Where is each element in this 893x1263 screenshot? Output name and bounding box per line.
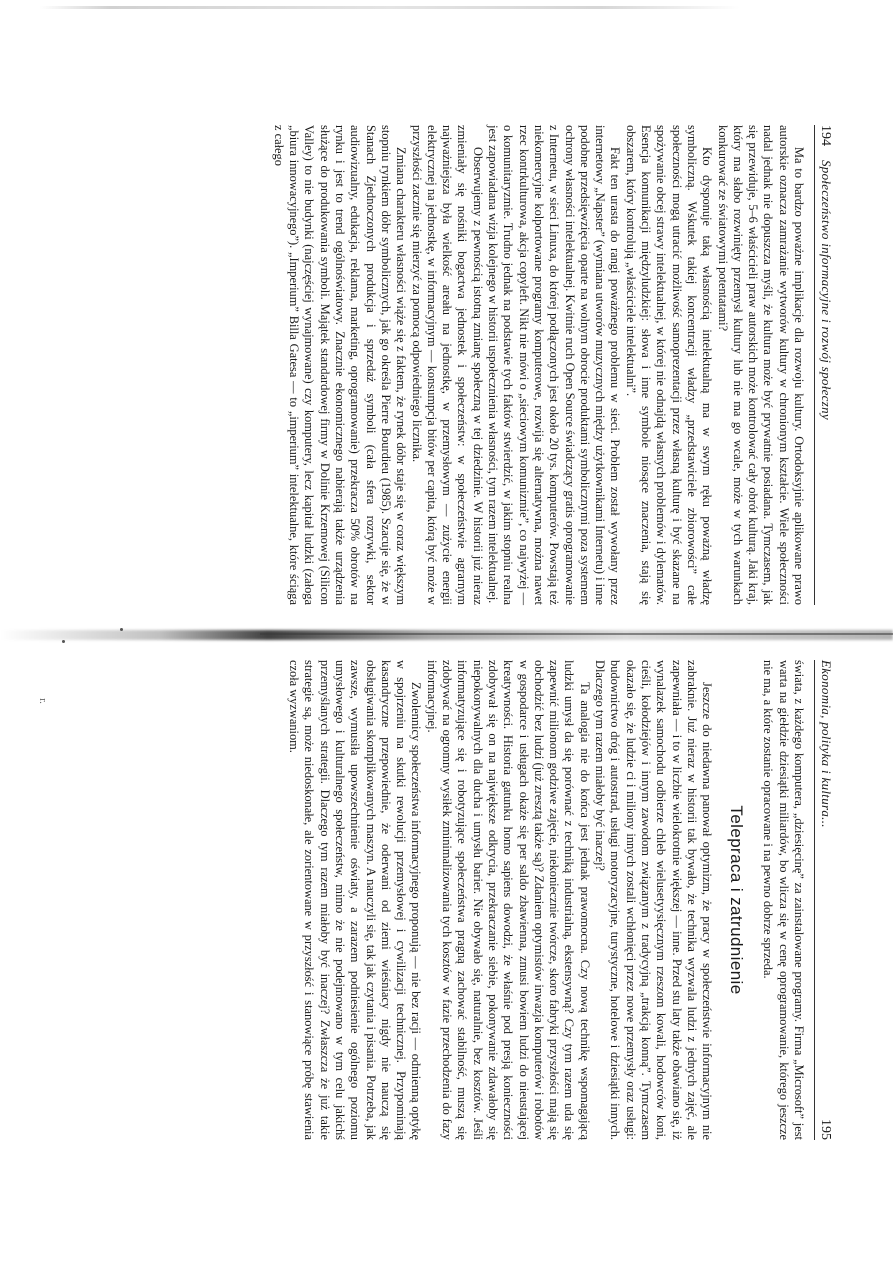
paragraph: Ma to bardzo poważne implikacje dla rozwoju kultury. Ortodoksyjnie aplikowane prawo autorskie oznacza zamrażanie wytworów kultury w chronionym kształcie. Wiele społeczności nadal jednak nie dopuszcza myśli, że kultura może być prywatnie posiadana. Tymczasem, jak się przewiduje, 5–6 właścicieli praw autorskich może kontrolować cały obrót kulturą. Jaki kraj, który ma słabo rozwinięty przemysł kultury lub nie ma go wcale, może w tych warunkach konkurować ze światowymi potentatami? (715, 125, 806, 605)
section-heading: Telepraca i zatrudnienie (727, 805, 747, 995)
book-gutter-line (260, 633, 893, 635)
paragraph: Ta analogia nie do końca jest jednak prawomocna. Czy nową technikę wspomagającą ludzki umysł da się porównać z techniką industrialną, ekstensywną? Czy tym razem uda się zapewnić milionom godziwe zajęcie, niekoniecznie twórcze, skoro fabryki przyszłości mają się obchodzić bez ludzi (już zresztą także są)? Zdaniem optymistów inwazja komputerów i robotów w gospodarce i usługach okaże się per saldo zbawienna, zmusi bowiem ludzi do nieustającej kreatywności. Historia gatunku homo sapiens dowodzi, że właśnie pod presją konieczności zdobywał się on na największe odkrycia, przekraczanie siebie, pokonywanie zdawałoby się niepokonywalnych dla ducha i umysłu barier. Nie obywało się, naturalnie, bez kosztów. Jeśli informatyzujące się i robotyzujące społeczeństwa pragną zachować stabilność, muszą się zdobywać na ogromny wysiłek zminimalizowania tych kosztów w fazie przechodzenia do fazy informacyjnej. (424, 660, 592, 1140)
paragraph: Zmiana charakteru własności wiąże się z faktem, że rynek dóbr staje się w coraz większym stopniu rynkiem dóbr symbolicznych, jak go określa Pierre Bourdieu (1985). Szacuje się, że w Stanach Zjednoczonych produkcja i sprzedaż symboli (cała sfera rozrywki, sektor audiowizualny, edukacja, reklama, marketing, oprogramowanie) przekracza 50% obrotów na rynku i jest to trend ogólnoświatowy. Znacznie ekonomicznego nabierają także urządzenia służące do produkowania symboli. Majątek standardowej firmy w Dolinie Krzemowej (Silicon Valley) to nie budynki (najczęściej wynajmowane) czy komputery, lecz kapitał ludzki (załoga „biura innowacyjnego”). „Imperium” Billa Gatesa — to „imperium” intelektualne, które ściąga z całego (271, 125, 409, 605)
paragraph: Zwolennicy społeczeństwa informacyjnego proponują — nie bez racji — odmienną optykę w spojrzeniu na skutki rewolucji przemysłowej i cywilizacji technicznej. Przypominają kasandryczne przepowiednie, że oderwani od ziemi wieśniacy nigdy nie nauczą się obsługiwania skomplikowanych maszyn. A nauczyli się, tak jak czytania i pisania. Potrzeba, jak zawsze, wymusiła upowszechnienie oświaty, a zarazem podniesienie ogólnego poziomu umysłowego i kulturalnego społeczeństw, mimo że nie podejmowano w tym celu jakichś przemyślanych strategii. Dlaczego tym razem miałoby być inaczej? Zwłaszcza że już takie strategie są, może niedoskonałe, ale zorientowane w przyszłość i stanowiące próbę stawienia czoła wyzwaniom. (287, 660, 424, 1140)
running-head-title-left: Społeczeństwo informacyjne i rozwój społeczny (819, 160, 834, 420)
stray-pen-mark: r. (36, 698, 49, 704)
paragraph: świata, z każdego komputera, „dziesięcinę” za zainstalowane programy. Firma „Microsoft” jest warta na giełdzie dziesiątki miliardów, bo wlicza się w cenę oprogramowanie, którego jeszcze nie ma, a które zostanie opracowane i na pewno dobrze sprzeda. (761, 660, 806, 1140)
right-book-page (14, 660, 834, 1140)
paragraph: Kto dysponuje taką własnością intelektualną ma w swym ręku poważną władzę symboliczną. Wskutek takiej koncentracji władzy „przedstawiciele zbiorowości” całe społeczności mogą utracić możliwość samoprezentacji przez własną kulturę i być skazane na spożywanie obcej strawy intelektualnej, w której nie odnajdą własnych problemów i dylematów. Esencja komunikacji międzyludzkiej: słowa i inne symbole niosące znaczenia, stają się obszarem, który kontrolują „właściciele intelektualni”. (623, 125, 715, 605)
book-gutter-shadow (0, 630, 893, 640)
right-page-text (286, 660, 806, 1140)
left-book-page (14, 125, 834, 605)
page-number-left: 194 (818, 125, 833, 146)
left-page-text (271, 125, 806, 605)
paragraph: Obserwujemy z pewnością istotną zmianę społeczną w tej dziedzinie. W historii już nieraz zmieniały się nośniki bogactwa jednostek i społeczeństw: w społeczeństwie agrarnym najważniejsza była wielkość areału na jednostkę, w przemysłowym — zużycie energii elektrycznej na jednostkę, w informacyjnym — konsumpcja bitów per capita, którą być może w przyszłości zacznie się mierzyć za pomocą odpowiedniego licznika. (409, 125, 485, 605)
page-number-right: 195 (818, 1119, 833, 1140)
scan-speck (120, 628, 123, 631)
running-head-right (814, 660, 834, 1140)
paragraph: Jeszcze do niedawna panował optymizm, że pracy w społeczeństwie informacyjnym nie zabraknie. Już nieraz w historii tak bywało, że technika wyzwala ludzi z jednych zajęć, ale zapewniała — i to w liczbie wielokrotnie większej — inne. Przed stu laty także obawiano się, iż wynalazek samochodu odbierze chleb wielusetyysięcznym rzeszom kowali, hodowców koni, cieśli, kołodziejów i innym zawodom związanym z tradycyjną „trakcją konną”. Tymczasem okazało się, że ludzie ci i miliony innych zostali wchłonięci przez nowe przemysły oraz usługi: budownictwo dróg i autostrad, usługi motoryzacyjne, turystyczne, hotelowe i dziesiątki innych. Dlaczego tym razem miałoby być inaczej? (593, 660, 715, 1140)
running-head-title-right: Ekonomia, polityka i kultura... (819, 660, 834, 828)
scan-speck (62, 640, 65, 643)
running-head-left (814, 125, 834, 605)
paragraph: Fakt ten urasta do rangi poważnego problemu w sieci. Problem został wywołany przez internetowy „Napster” (wymiana utworów muzycznych między użytkownikami Internetu) i inne podobne przedsięwzięcia oparte na wolnym obrocie produktami symbolicznymi poza systemem ochrony własności intelektualnej. Kwitnie ruch Open Source świadczący gratis oprogramowanie z Internetu, w sieci Linuxa, do której podłączonych jest około 20 tys. komputerów. Powstają też niekomercyjne kolportowane programy komputerowe, rozwija się alternatywna, można nawet rzec kontrkulturowa, akcja copyleft. Nikt nie mówi o „sieciowym komunizmie”, co najwyżej — o komunitaryzmie. Trudno jednak na podstawie tych faktów stwierdzić, w jakim stopniu realna jest zapowiadana wizja kolejnego w historii uspołecznienia własności, tym razem intelektualnej. (486, 125, 623, 605)
scan-edge-smudge (40, 6, 740, 9)
